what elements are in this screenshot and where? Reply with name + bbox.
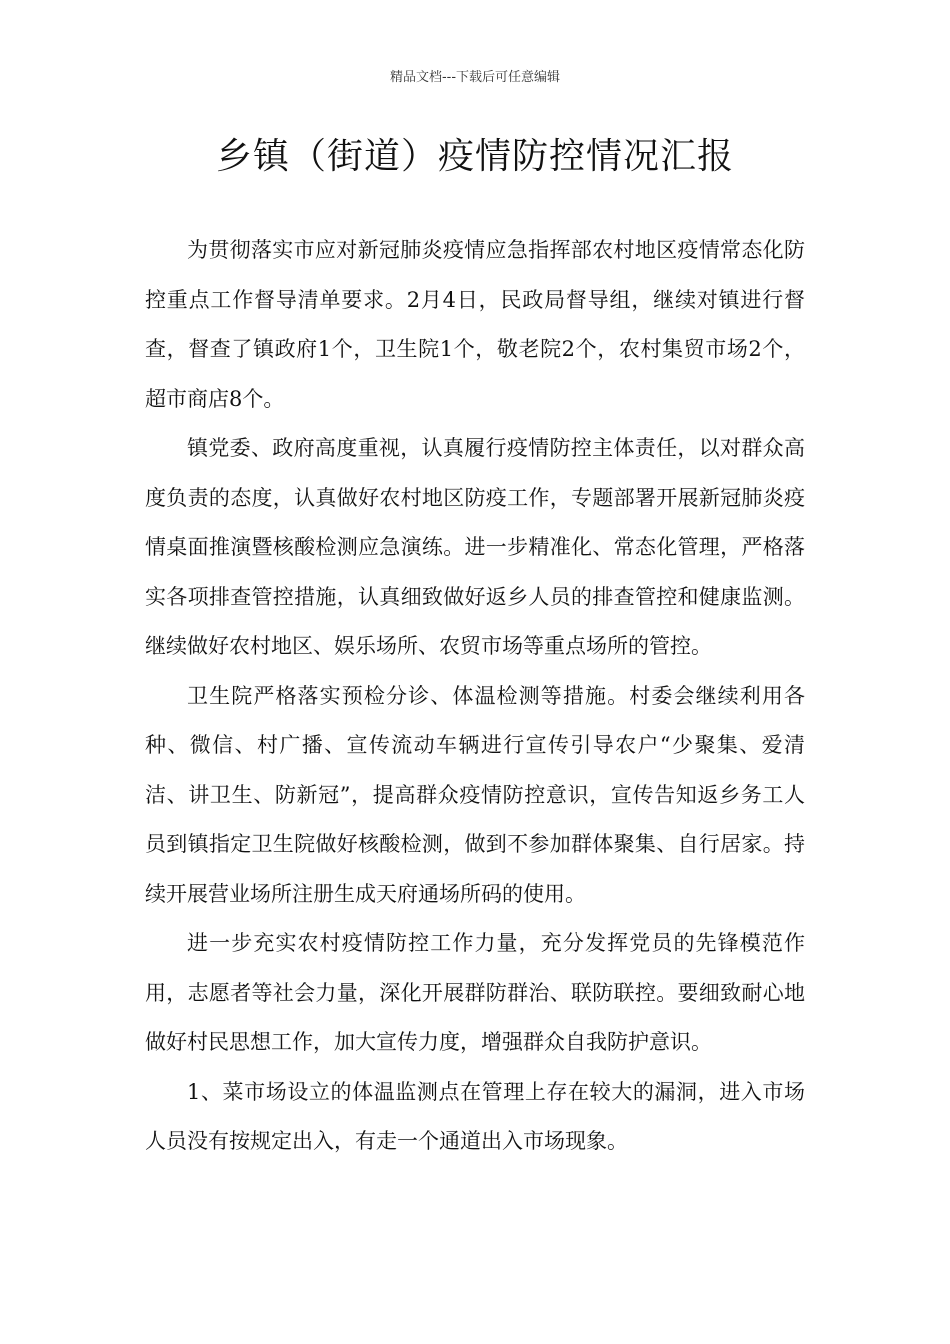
paragraph: 镇党委、政府高度重视，认真履行疫情防控主体责任，以对群众高度负责的态度，认真做好农村地区防疫工作，专题部署开展新冠肺炎疫情桌面推演暨核酸检测应急演练。进一步精准化、常态化管理，严格落实各项排查管控措施，认真细致做好返乡人员的排查管控和健康监测。继续做好农村地区、娱乐场所、农贸市场等重点场所的管控。 (145, 436, 805, 658)
paragraph: 为贯彻落实市应对新冠肺炎疫情应急指挥部农村地区疫情常态化防控重点工作督导清单要求。2月4日，民政局督导组，继续对镇进行督查，督查了镇政府1个，卫生院1个，敬老院2个，农村集贸市场2个，超市商店8个。 (145, 238, 805, 411)
paragraph: 进一步充实农村疫情防控工作力量，充分发挥党员的先锋模范作用，志愿者等社会力量，深化开展群防群治、联防联控。要细致耐心地做好村民思想工作，加大宣传力度，增强群众自我防护意识。 (145, 931, 805, 1054)
header-note: 精品文档---下载后可任意编辑 (389, 70, 561, 85)
paragraph: 1、菜市场设立的体温监测点在管理上存在较大的漏洞，进入市场人员没有按规定出入，有走一个通道出入市场现象。 (145, 1079, 805, 1153)
document-title: 乡镇（街道）疫情防控情况汇报 (215, 136, 734, 177)
document-body (145, 226, 805, 1167)
paragraph: 卫生院严格落实预检分诊、体温检测等措施。村委会继续利用各种、微信、村广播、宣传流动车辆进行宣传引导农户“少聚集、爱清洁、讲卫生、防新冠”，提高群众疫情防控意识，宣传告知返乡务工人员到镇指定卫生院做好核酸检测，做到不参加群体聚集、自行居家。持续开展营业场所注册生成天府通场所码的使用。 (145, 683, 805, 906)
